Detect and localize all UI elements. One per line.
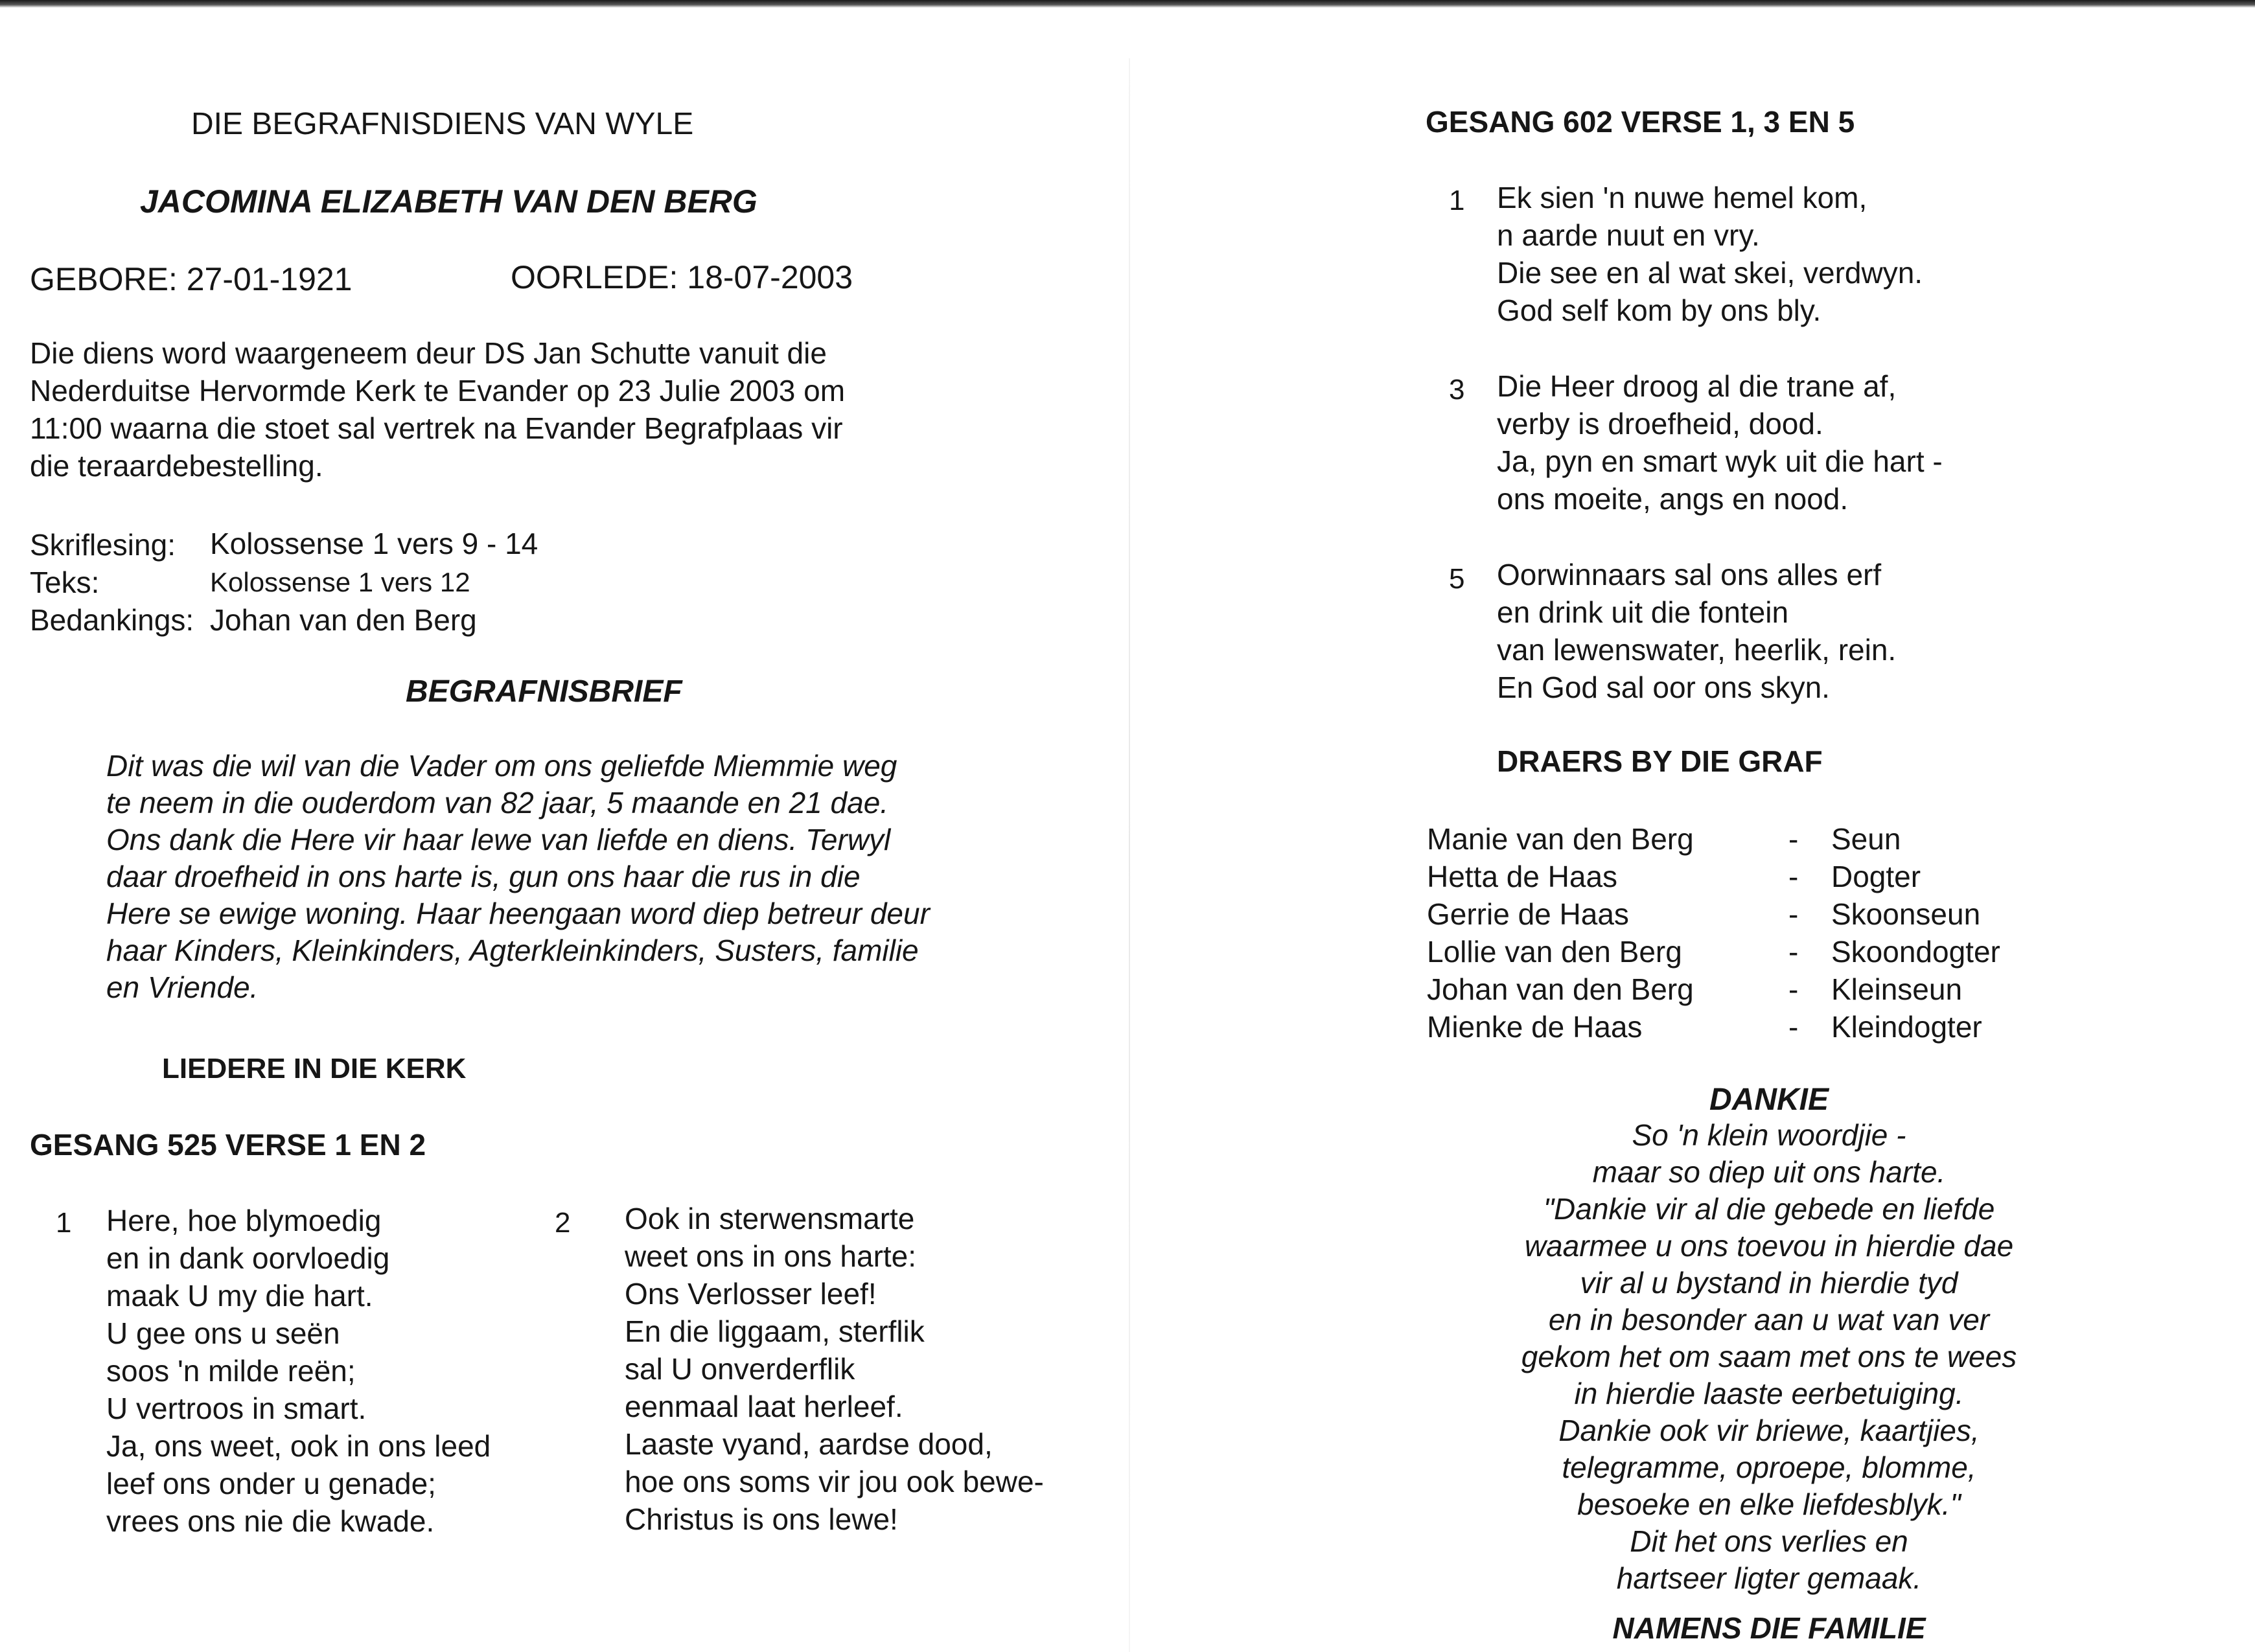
deceased-name: JACOMINA ELIZABETH VAN DEN BERG — [140, 183, 757, 220]
verse-line: en in dank oorvloedig — [106, 1241, 390, 1275]
verse-line: maak U my die hart. — [106, 1279, 373, 1313]
death-date: OORLEDE: 18-07-2003 — [511, 259, 853, 295]
bearer-relation: Skoondogter — [1831, 935, 2000, 969]
letter-line: en Vriende. — [106, 970, 259, 1004]
text-label: Teks: — [30, 566, 100, 599]
verse-line: van lewenswater, heerlik, rein. — [1497, 633, 1897, 667]
verse-number: 1 — [1449, 185, 1465, 216]
verse-number: 2 — [555, 1207, 571, 1239]
thanks-message — [1445, 1117, 2093, 1597]
bearer-relation: Kleindogter — [1831, 1010, 1982, 1044]
verse-line: vrees ons nie die kwade. — [106, 1504, 435, 1538]
bearer-names — [1427, 820, 1694, 1046]
verse-number: 1 — [56, 1207, 72, 1239]
thanks-line: besoeke en elke liefdesblyk." — [1577, 1487, 1961, 1521]
hymn-602-verse-1 — [1497, 179, 1923, 329]
thanks-value: Johan van den Berg — [210, 603, 477, 637]
thanks-line: maar so diep uit ons harte. — [1592, 1155, 1946, 1189]
verse-line: Ja, ons weet, ook in ons leed — [106, 1429, 491, 1463]
bearer-name: Johan van den Berg — [1427, 972, 1694, 1006]
service-line: die teraardebestelling. — [30, 449, 323, 483]
verse-line: Laaste vyand, aardse dood, — [625, 1427, 993, 1461]
verse-line: Ons Verlosser leef! — [625, 1277, 877, 1311]
service-line: Nederduitse Hervormde Kerk te Evander op 23 Julie 2003 om — [30, 374, 846, 407]
family-signoff: NAMENS DIE FAMILIE — [1612, 1611, 1926, 1645]
verse-line: Die Heer droog al die trane af, — [1497, 369, 1897, 403]
bearer-dash: - — [1788, 1010, 1799, 1044]
hymn-602-verse-5 — [1497, 556, 1896, 706]
thanks-line: waarmee u ons toevou in hierdie dae — [1524, 1229, 2014, 1263]
bearer-relations — [1831, 820, 2000, 1046]
verse-number: 3 — [1449, 374, 1465, 406]
thanks-title: DANKIE — [1709, 1083, 1829, 1117]
bearer-relation: Kleinseun — [1831, 972, 1963, 1006]
hymn-602-verse-3 — [1497, 367, 1943, 518]
bearer-dash: - — [1788, 822, 1799, 856]
scripture-label: Skriflesing: — [30, 528, 176, 562]
thanks-line: "Dankie vir al die gebede en liefde — [1543, 1192, 1995, 1226]
bearer-dash: - — [1788, 935, 1799, 969]
hymn-525-verse-1 — [106, 1202, 491, 1540]
verse-line: En die liggaam, sterflik — [625, 1314, 925, 1348]
verse-line: U vertroos in smart. — [106, 1392, 367, 1425]
scan-top-edge — [0, 0, 2255, 8]
verse-line: Ook in sterwensmarte — [625, 1202, 915, 1235]
service-info — [30, 334, 845, 485]
verse-line: verby is droefheid, dood. — [1497, 407, 1823, 441]
verse-line: weet ons in ons harte: — [625, 1239, 917, 1273]
verse-line: eenmaal laat herleef. — [625, 1390, 903, 1423]
verse-number: 5 — [1449, 563, 1465, 595]
letter-line: te neem in die ouderdom van 82 jaar, 5 maande en 21 dae. — [106, 786, 889, 820]
funeral-letter — [106, 748, 930, 1006]
hymn-525-title: GESANG 525 VERSE 1 EN 2 — [30, 1128, 426, 1162]
verse-line: ons moeite, angs en nood. — [1497, 482, 1849, 516]
thanks-label: Bedankings: — [30, 603, 194, 637]
verse-line: Christus is ons lewe! — [625, 1502, 898, 1536]
bearer-name: Mienke de Haas — [1427, 1010, 1643, 1044]
thanks-line: hartseer ligter gemaak. — [1616, 1561, 1922, 1595]
letter-title: BEGRAFNISBRIEF — [406, 674, 682, 709]
letter-line: daar droefheid in ons harte is, gun ons haar die rus in die — [106, 860, 861, 893]
bearer-name: Manie van den Berg — [1427, 822, 1694, 856]
bearer-dashes — [1788, 820, 1798, 1046]
verse-line: leef ons onder u genade; — [106, 1467, 436, 1500]
thanks-line: gekom het om saam met ons te wees — [1521, 1340, 2017, 1373]
verse-line: God self kom by ons bly. — [1497, 293, 1821, 327]
verse-line: sal U onverderflik — [625, 1352, 855, 1386]
service-line: Die diens word waargeneem deur DS Jan Schutte vanuit die — [30, 336, 827, 370]
hymn-525-verse-2 — [625, 1200, 1044, 1538]
bearers-heading: DRAERS BY DIE GRAF — [1497, 744, 1823, 778]
bearer-relation: Seun — [1831, 822, 1901, 856]
letter-line: Ons dank die Here vir haar lewe van liefde en diens. Terwyl — [106, 823, 891, 856]
bearer-name: Lollie van den Berg — [1427, 935, 1682, 969]
thanks-line: in hierdie laaste eerbetuiging. — [1574, 1377, 1964, 1410]
verse-line: En God sal oor ons skyn. — [1497, 671, 1830, 704]
birth-date: GEBORE: 27-01-1921 — [30, 261, 353, 297]
thanks-line: en in besonder aan u wat van ver — [1548, 1303, 1990, 1337]
verse-line: soos 'n milde reën; — [106, 1354, 356, 1388]
verse-line: Die see en al wat skei, verdwyn. — [1497, 256, 1923, 290]
verse-line: n aarde nuut en vry. — [1497, 218, 1760, 252]
thanks-line: vir al u bystand in hierdie tyd — [1580, 1266, 1958, 1300]
songs-heading: LIEDERE IN DIE KERK — [162, 1053, 467, 1084]
verse-line: U gee ons u seën — [106, 1316, 340, 1350]
bearer-dash: - — [1788, 897, 1799, 931]
bearer-dash: - — [1788, 972, 1799, 1006]
bearer-name: Hetta de Haas — [1427, 860, 1618, 893]
letter-line: Here se ewige woning. Haar heengaan word diep betreur deur — [106, 897, 930, 930]
text-value: Kolossense 1 vers 12 — [210, 567, 470, 597]
verse-line: Ek sien 'n nuwe hemel kom, — [1497, 181, 1868, 214]
bearer-relation: Dogter — [1831, 860, 1921, 893]
verse-line: hoe ons soms vir jou ook bewe- — [625, 1465, 1044, 1498]
page-fold — [1129, 58, 1130, 1652]
service-heading: DIE BEGRAFNISDIENS VAN WYLE — [191, 107, 694, 141]
thanks-line: Dankie ook vir briewe, kaartjies, — [1558, 1414, 1980, 1447]
bearer-relation: Skoonseun — [1831, 897, 1981, 931]
letter-line: haar Kinders, Kleinkinders, Agterkleinkinders, Susters, familie — [106, 934, 919, 967]
thanks-line: So 'n klein woordjie - — [1632, 1118, 1906, 1152]
hymn-602-title: GESANG 602 VERSE 1, 3 EN 5 — [1426, 105, 1855, 139]
verse-line: Ja, pyn en smart wyk uit die hart - — [1497, 444, 1943, 478]
bearer-dash: - — [1788, 860, 1799, 893]
service-line: 11:00 waarna die stoet sal vertrek na Evander Begrafplaas vir — [30, 411, 843, 445]
verse-line: Here, hoe blymoedig — [106, 1204, 382, 1237]
verse-line: en drink uit die fontein — [1497, 595, 1789, 629]
thanks-line: telegramme, oproepe, blomme, — [1562, 1451, 1976, 1484]
thanks-line: Dit het ons verlies en — [1630, 1524, 1908, 1558]
bearer-name: Gerrie de Haas — [1427, 897, 1629, 931]
scripture-value: Kolossense 1 vers 9 - 14 — [210, 527, 538, 560]
verse-line: Oorwinnaars sal ons alles erf — [1497, 558, 1882, 591]
letter-line: Dit was die wil van die Vader om ons geliefde Miemmie weg — [106, 749, 897, 783]
